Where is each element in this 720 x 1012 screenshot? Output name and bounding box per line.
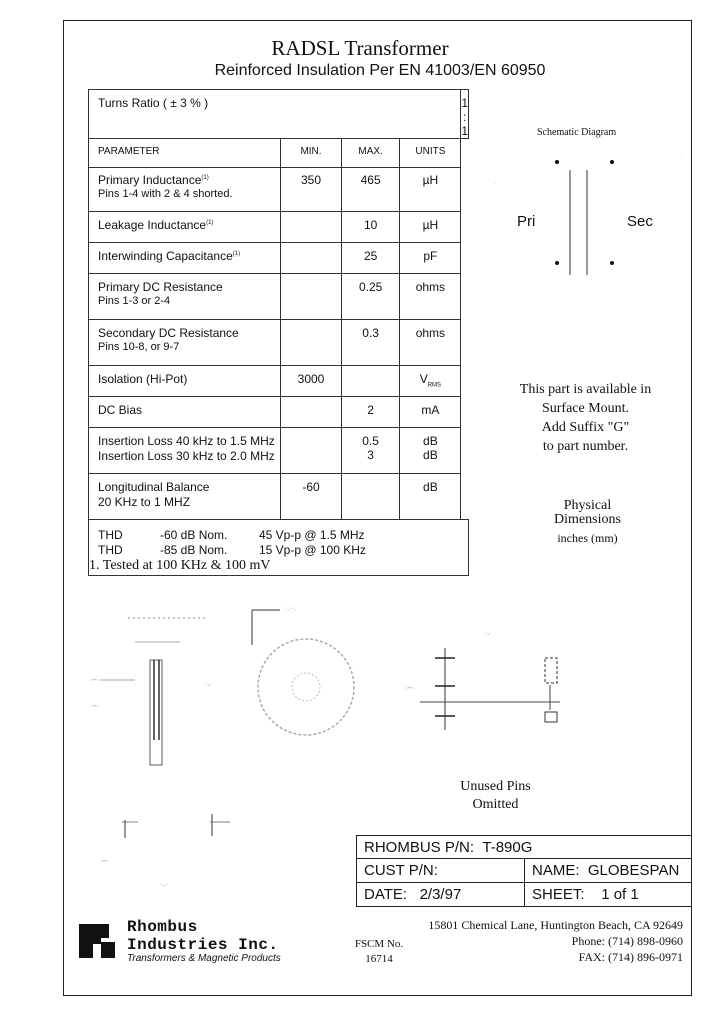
max-value: 0.25 <box>341 274 400 320</box>
param-sub: Pins 1-4 with 2 & 4 shorted. <box>98 188 233 200</box>
param-name: Insertion Loss 40 kHz to 1.5 MHz <box>98 434 275 448</box>
svg-text:·--·: ·--· <box>90 703 100 710</box>
table-row <box>89 320 469 366</box>
param-sub: 20 KHz to 1 MHZ <box>98 495 191 509</box>
max-value: 0.5 <box>362 434 379 448</box>
col-min: MIN. <box>281 139 342 168</box>
param-name: Longitudinal Balance <box>98 480 210 494</box>
svg-text:·: · <box>680 155 682 161</box>
cust-pn-label: CUST P/N: <box>364 862 438 879</box>
sec-label: Sec <box>627 213 653 230</box>
turns-ratio-value: 1 : 1 <box>461 96 468 138</box>
dot-marker <box>610 160 614 164</box>
svg-text:·.··.: ·.··. <box>285 605 296 612</box>
side-view-core <box>150 660 162 765</box>
units-value: $V_{RMS}$ <box>400 366 461 397</box>
rhombus-pn-value: T-890G <box>482 838 533 856</box>
min-value <box>281 320 342 366</box>
min-value <box>281 397 342 428</box>
table-row <box>89 397 469 428</box>
company-address: 15801 Chemical Lane, Huntington Beach, CA 92649 Phone: (714) 898-0960 FAX: (714) 896-0971 <box>428 918 683 964</box>
page-title: RADSL Transformer <box>271 36 449 60</box>
table-header-row <box>89 139 469 168</box>
unused-pins-note: Unused Pins Omitted <box>460 779 531 812</box>
param-name: Secondary DC Resistance <box>98 326 239 340</box>
svg-text:·..·: ·..· <box>160 881 169 888</box>
max-value <box>341 474 400 520</box>
min-value <box>281 212 342 243</box>
mechanical-drawing <box>80 590 620 780</box>
turns-ratio-label: Turns Ratio ( ± 3 % ) <box>98 96 209 110</box>
footnote: 1. Tested at 100 KHz & 100 mV <box>89 558 271 573</box>
spec-table <box>88 89 469 576</box>
rhombus-logo-icon <box>77 920 121 960</box>
param-sub: Pins 1-3 or 2-4 <box>98 295 171 307</box>
table-row: Interwinding Capacitance$^{(1)}$ 25 pF <box>89 243 469 274</box>
sheet-label: SHEET: <box>532 886 585 903</box>
units-value: ohms <box>400 320 461 366</box>
page-subtitle: Reinforced Insulation Per EN 41003/EN 60950 <box>214 62 546 79</box>
top-view-circle <box>258 639 354 735</box>
units-value-2: dB <box>423 448 438 462</box>
units-value: µH <box>400 168 461 212</box>
max-value: 25 <box>341 243 400 274</box>
svg-text:·--·: ·--· <box>405 685 415 692</box>
min-value <box>281 243 342 274</box>
param-sub: Insertion Loss 30 kHz to 2.0 MHz <box>98 449 275 463</box>
col-parameter: PARAMETER <box>89 139 281 168</box>
units-value: µH <box>400 212 461 243</box>
max-value: 2 <box>341 397 400 428</box>
footprint-sketch <box>90 808 240 898</box>
schematic-title: Schematic Diagram <box>537 127 617 138</box>
param-name: Interwinding Capacitance <box>98 249 233 263</box>
table-row <box>89 274 469 320</box>
pri-label: Pri <box>517 213 536 230</box>
units-value: dB <box>423 434 438 448</box>
max-value: 0.3 <box>341 320 400 366</box>
param-name: Primary DC Resistance <box>98 280 223 294</box>
table-row <box>89 428 469 474</box>
min-value: -60 <box>281 474 342 520</box>
max-value: 10 <box>341 212 400 243</box>
units-value: ohms <box>400 274 461 320</box>
availability-note: This part is available in Surface Mount. Add Suffix "G" to part number. <box>519 382 652 454</box>
units-value: pF <box>400 243 461 274</box>
physical-units: inches (mm) <box>557 531 618 545</box>
min-value: 350 <box>281 168 342 212</box>
thd-line: THD -85 dB Nom. 15 Vp-p @ 100 KHz <box>98 543 366 557</box>
min-value <box>281 274 342 320</box>
units-value: dB <box>400 474 461 520</box>
table-row <box>89 366 469 397</box>
date-label: DATE: <box>364 886 408 903</box>
dot-marker <box>555 261 559 265</box>
col-units: UNITS <box>400 139 461 168</box>
svg-text:·--·: ·--· <box>100 858 110 865</box>
name-label: NAME: <box>532 862 580 879</box>
param-name: Isolation (Hi-Pot) <box>98 372 188 386</box>
table-row <box>89 474 469 520</box>
name-value: GLOBESPAN <box>587 862 680 879</box>
dot-marker <box>555 160 559 164</box>
company-name: Rhombus Industries Inc. <box>127 918 279 954</box>
units-value: mA <box>400 397 461 428</box>
table-row: Primary Inductance$^{(1)}$ Pins 1-4 with 2 & 4 shorted. 350 465 µH <box>89 168 469 212</box>
min-value: 3000 <box>281 366 342 397</box>
param-name: DC Bias <box>98 403 143 417</box>
svg-text:·--·: ·--· <box>90 677 100 684</box>
turns-ratio-row <box>89 90 469 139</box>
date-value: 2/3/97 <box>419 886 462 903</box>
param-name: Primary Inductance <box>98 173 202 187</box>
sheet-value: 1 of 1 <box>601 886 639 903</box>
svg-text:·: · <box>494 181 496 187</box>
svg-text:·.·: ·.· <box>205 681 212 688</box>
dot-marker <box>610 261 614 265</box>
part-info-box <box>356 835 692 907</box>
physical-dimensions-title: Physical Dimensions <box>554 498 621 527</box>
col-max: MAX. <box>341 139 400 168</box>
fscm-number: FSCM No. 16714 <box>354 938 404 965</box>
svg-text:·.·: ·.· <box>485 630 492 637</box>
max-value <box>341 366 400 397</box>
max-value-2: 3 <box>367 448 374 462</box>
rhombus-pn-label: RHOMBUS P/N: <box>364 838 475 856</box>
company-tagline: Transformers & Magnetic Products <box>127 953 281 964</box>
max-value: 465 <box>341 168 400 212</box>
thd-line: THD -60 dB Nom. 45 Vp-p @ 1.5 MHz <box>98 528 365 542</box>
min-value <box>281 428 342 474</box>
param-sub: Pins 10-8, or 9-7 <box>98 341 180 353</box>
param-name: Leakage Inductance <box>98 218 207 232</box>
table-row: Leakage Inductance$^{(1)}$ 10 µH <box>89 212 469 243</box>
